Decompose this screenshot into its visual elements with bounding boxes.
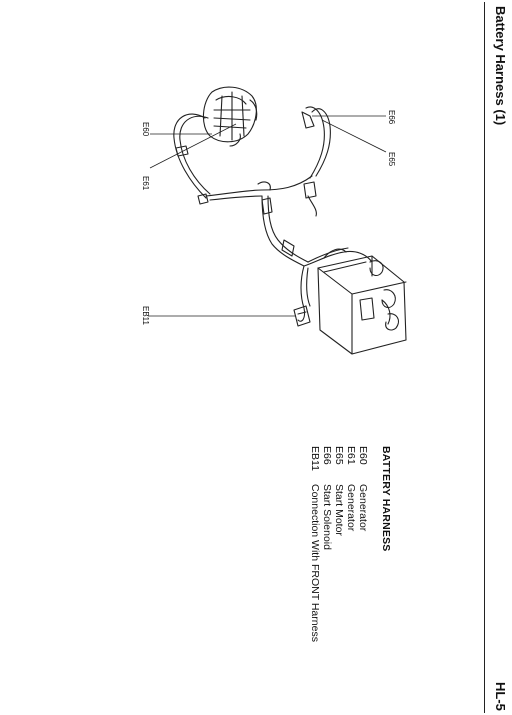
eb11-connector [294,306,310,326]
legend-description: Generator [345,484,357,532]
legend-code: E66 [321,446,333,465]
legend-description: Connection With FRONT Harness [309,484,321,642]
callout-e65: E65 [387,152,396,167]
callout-e60: E60 [141,122,150,137]
legend-code: E60 [357,446,369,465]
legend-description: Start Motor [333,484,345,536]
page-number: HL-5 [493,682,508,711]
callout-e66: E66 [387,110,396,125]
legend-title: BATTERY HARNESS [380,446,392,552]
legend-code: EB11 [309,446,321,471]
harness-wire-starter [306,107,324,178]
callout-e61: E61 [141,176,150,191]
page-title: Battery Harness (1) [493,6,508,126]
legend-description: Start Solenoid [321,484,333,550]
legend-code: E65 [333,446,345,465]
battery-drawing [318,256,406,354]
callout-eb11: EB11 [141,306,150,325]
legend-code: E61 [345,446,357,465]
legend-description: Generator [357,484,369,532]
generator-drawing [203,87,256,146]
